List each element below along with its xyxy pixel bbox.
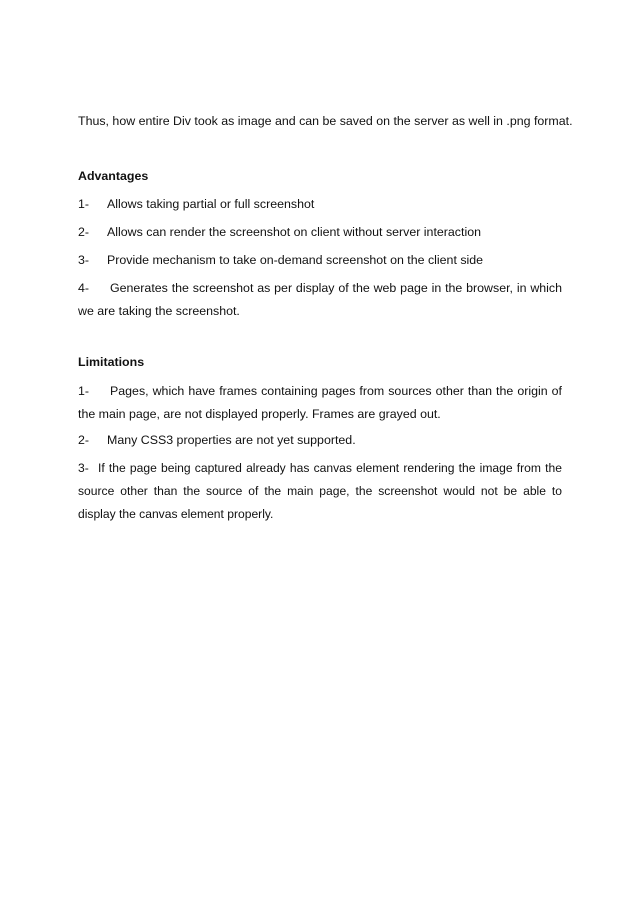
- item-number: 3-: [78, 253, 90, 267]
- advantages-heading: Advantages: [78, 169, 149, 183]
- advantage-item: [78, 193, 562, 216]
- item-text: Generates the screenshot as per display of the web page in the browser, in which we are taking the screenshot.: [78, 281, 562, 318]
- item-number: 3-: [78, 461, 89, 475]
- item-text: Pages, which have frames containing pages from sources other than the origin of the main page, are not displayed properly. Frames are grayed out.: [78, 384, 562, 421]
- limitations-heading: Limitations: [78, 355, 145, 369]
- limitation-item: [78, 429, 562, 452]
- item-number: 2-: [78, 433, 90, 447]
- item-text: Provide mechanism to take on-demand screenshot on the client side: [107, 253, 484, 267]
- item-number: 2-: [78, 225, 90, 239]
- item-number: 4-: [78, 281, 90, 295]
- item-text: Many CSS3 properties are not yet supported.: [107, 433, 356, 447]
- limitation-item: [78, 380, 562, 426]
- advantage-item: [78, 277, 562, 323]
- item-text: Allows taking partial or full screenshot: [107, 197, 315, 211]
- item-text: Allows can render the screenshot on client without server interaction: [107, 225, 481, 239]
- item-number: 1-: [78, 197, 90, 211]
- item-text: If the page being captured already has canvas element rendering the image from the source other than the source of the main page, the screenshot would not be able to display the canvas element properly.: [78, 461, 562, 521]
- advantage-item: [78, 221, 562, 244]
- item-number: 1-: [78, 384, 90, 398]
- intro-paragraph: Thus, how entire Div took as image and can be saved on the server as well in .png format.: [78, 114, 573, 128]
- advantage-item: [78, 249, 562, 272]
- limitation-item: [78, 457, 562, 526]
